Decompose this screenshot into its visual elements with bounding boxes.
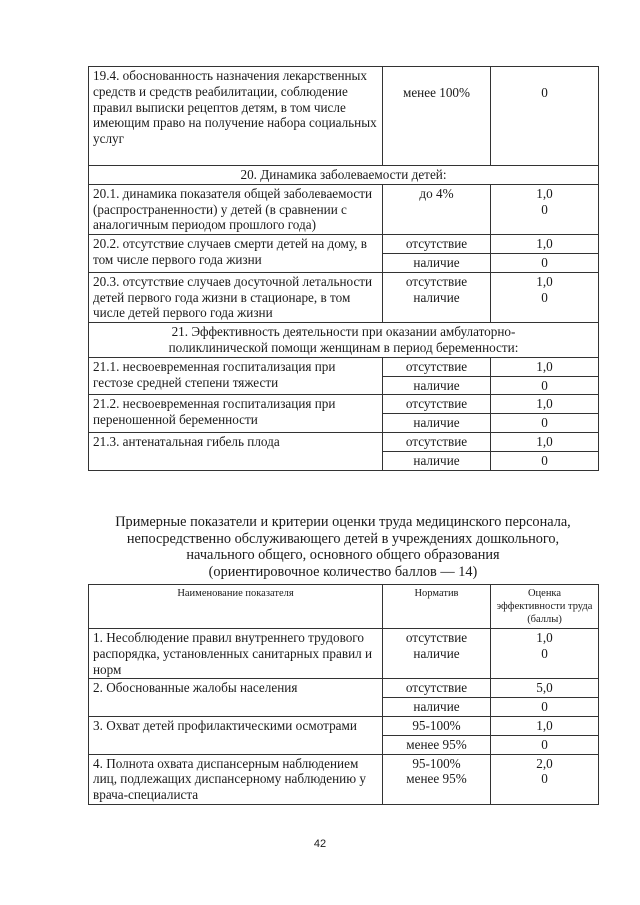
table-row (89, 395, 599, 414)
section-title (88, 514, 598, 580)
page-number: 42 (313, 838, 327, 850)
table-row (89, 679, 599, 698)
table-row (89, 716, 599, 735)
staff-indicator-3: 3. Охват детей профилактическими осмотрами (89, 716, 383, 754)
norm-19-4: менее 100% (383, 67, 491, 166)
staff-score-1-a: 1,0 (536, 630, 553, 645)
staff-norm-1-b: наличие (413, 645, 460, 661)
score-21-2-b: 0 (491, 414, 599, 433)
score-20-3-b: 0 (541, 289, 548, 305)
staff-score-4 (491, 754, 599, 804)
indicator-20-1: 20.1. динамика показателя общей заболеваемости (распространенности) у детей (в сравнении с аналогичным периодом прошлого года) (89, 184, 383, 234)
table-row (89, 432, 599, 451)
norm-21-1-b: наличие (383, 376, 491, 395)
score-21-1-a: 1,0 (491, 357, 599, 376)
score-20-1-a: 1,0 (536, 185, 553, 201)
section-20-heading: 20. Динамика заболеваемости детей: (89, 166, 599, 185)
score-20-3 (491, 272, 599, 322)
table-row (89, 166, 599, 185)
staff-norm-3-b: менее 95% (383, 735, 491, 754)
section-title-line-1: Примерные показатели и критерии оценки труда медицинского персонала, (115, 514, 571, 530)
staff-score-4-a: 2,0 (536, 755, 553, 771)
norm-21-2-a: отсутствие (383, 395, 491, 414)
norm-20-1: до 4% (383, 184, 491, 234)
staff-norm-4 (383, 754, 491, 804)
staff-indicator-2: 2. Обоснованные жалобы населения (89, 679, 383, 717)
staff-score-3-b: 0 (491, 735, 599, 754)
score-21-2-a: 1,0 (491, 395, 599, 414)
indicator-21-3: 21.3. антенатальная гибель плода (89, 432, 383, 470)
score-20-2-a: 1,0 (491, 235, 599, 254)
staff-norm-1 (383, 629, 491, 679)
staff-norm-1-a: отсутствие (405, 630, 468, 645)
section-title-line-4: (ориентировочное количество баллов — 14) (208, 563, 478, 580)
criteria-table-staff (88, 584, 599, 805)
indicator-20-3: 20.3. отсутствие случаев досуточной летальности детей первого года жизни в стационаре, в том числе детей первого года жизни (89, 272, 383, 322)
staff-indicator-4: 4. Полнота охвата диспансерным наблюдением лиц, подлежащих диспансерному наблюдению у врача-специалиста (89, 754, 383, 804)
score-20-1-b: 0 (541, 201, 548, 217)
score-19-4: 0 (491, 67, 599, 166)
norm-21-3-b: наличие (383, 451, 491, 470)
score-20-3-a: 1,0 (536, 273, 553, 289)
table-row (89, 357, 599, 376)
norm-20-2-a: отсутствие (383, 235, 491, 254)
table-row (89, 323, 599, 358)
table-row (89, 629, 599, 679)
staff-score-4-b: 0 (541, 771, 548, 787)
indicator-19-4: 19.4. обоснованность назначения лекарственных средств и средств реабилитации, соблюдение правил выписки рецептов детям, в том числе имеющим право на получение набора социальных услуг (89, 67, 383, 166)
table-row (89, 754, 599, 804)
table-row (89, 272, 599, 322)
score-20-2-b: 0 (491, 253, 599, 272)
score-20-1 (491, 184, 599, 234)
table-row (89, 67, 599, 166)
norm-20-3-a: отсутствие (405, 273, 468, 289)
section-title-line-3: начального общего, основного общего образования (186, 547, 500, 563)
staff-score-3-a: 1,0 (491, 716, 599, 735)
staff-norm-4-a: 95-100% (412, 755, 461, 771)
score-21-3-a: 1,0 (491, 432, 599, 451)
norm-20-2-b: наличие (383, 253, 491, 272)
norm-20-3-b: наличие (413, 289, 460, 305)
indicator-21-2: 21.2. несвоевременная госпитализация при переношенной беременности (89, 395, 383, 433)
score-21-1-b: 0 (491, 376, 599, 395)
section-21-heading: 21. Эффективность деятельности при оказании амбулаторно-поликлинической помощи женщинам в период беременности: (89, 323, 599, 358)
score-21-3-b: 0 (491, 451, 599, 470)
table-row (89, 184, 599, 234)
staff-norm-2-a: отсутствие (383, 679, 491, 698)
header-score: Оценка эффективности труда (баллы) (491, 585, 599, 629)
norm-21-2-b: наличие (383, 414, 491, 433)
criteria-table-top (88, 66, 599, 471)
norm-20-3 (383, 272, 491, 322)
norm-21-3-a: отсутствие (383, 432, 491, 451)
staff-score-1-b: 0 (541, 645, 548, 661)
staff-norm-3-a: 95-100% (383, 716, 491, 735)
norm-21-1-a: отсутствие (383, 357, 491, 376)
staff-norm-2-b: наличие (383, 698, 491, 717)
staff-indicator-1: 1. Несоблюдение правил внутреннего трудового распорядка, установленных санитарных правил и норм (89, 629, 383, 679)
staff-score-2-a: 5,0 (491, 679, 599, 698)
table-row (89, 235, 599, 254)
staff-score-1 (491, 629, 599, 679)
indicator-20-2: 20.2. отсутствие случаев смерти детей на дому, в том числе первого года жизни (89, 235, 383, 273)
section-title-line-2: непосредственно обслуживающего детей в учреждениях дошкольного, (126, 530, 560, 547)
indicator-21-1: 21.1. несвоевременная госпитализация при гестозе средней степени тяжести (89, 357, 383, 395)
header-indicator: Наименование показателя (89, 585, 383, 629)
staff-norm-4-b: менее 95% (406, 771, 467, 787)
header-norm: Норматив (383, 585, 491, 629)
table-header-row (89, 585, 599, 629)
staff-score-2-b: 0 (491, 698, 599, 717)
